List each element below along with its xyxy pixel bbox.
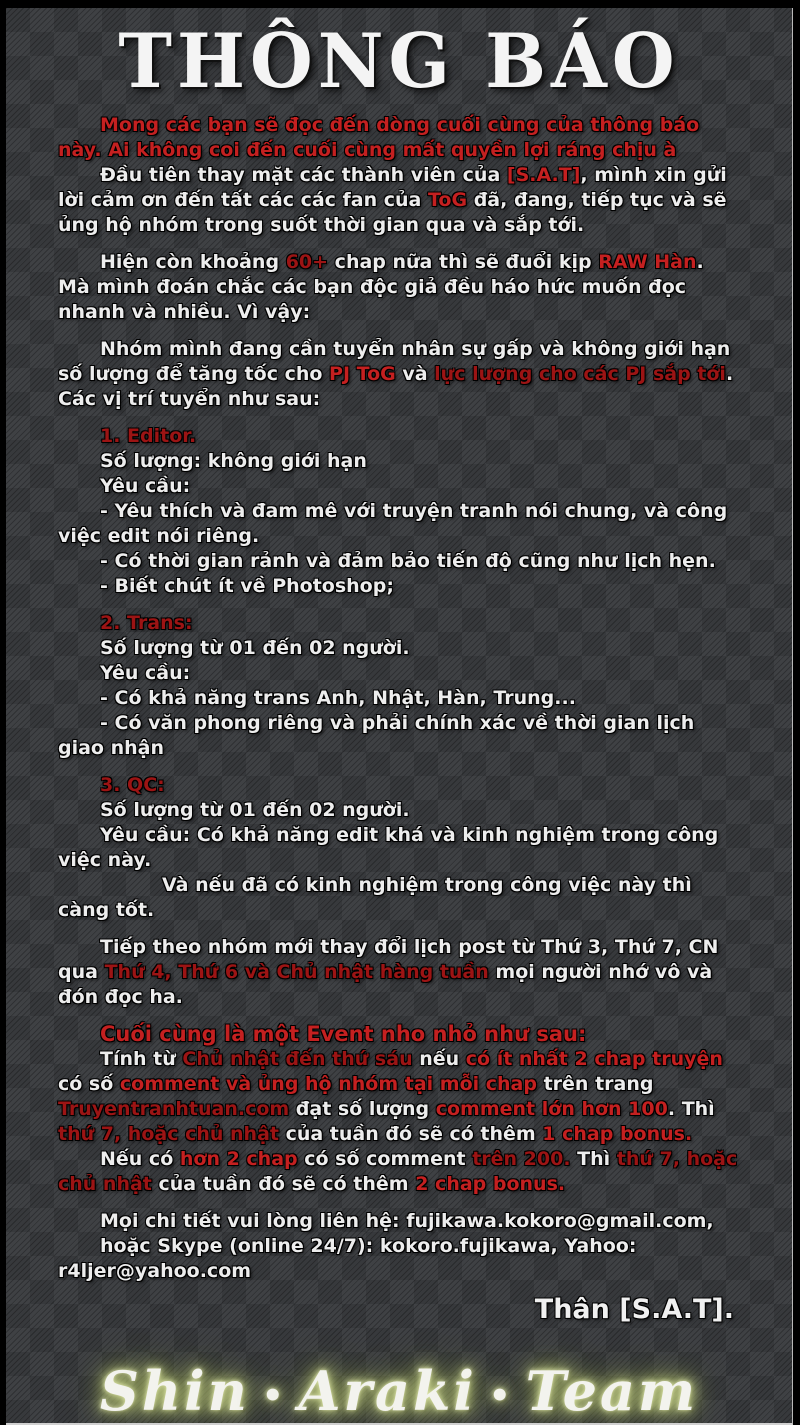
editor-section-heading: 1. Editor.	[100, 425, 197, 447]
contact-line-1: Mọi chi tiết vui lòng liên hệ: fujikawa.kokoro@gmail.com,	[100, 1210, 714, 1232]
announcement-page	[6, 8, 793, 1425]
announcement-body	[6, 109, 792, 1284]
intro-note: Mong các bạn sẽ đọc đến dòng cuối cùng của thông báo này. Ai không coi đến cuối cùng mất quyền lợi ráng chịu à	[58, 114, 700, 161]
logo-separator-dot: •	[488, 1375, 514, 1416]
trans-requirements-label: Yêu cầu:	[100, 662, 191, 684]
trans-requirement-1: - Có khả năng trans Anh, Nhật, Hàn, Trung...	[100, 687, 576, 709]
trans-quantity: Số lượng từ 01 đến 02 người.	[100, 637, 410, 659]
editor-requirement-3: - Biết chút ít về Photoshop;	[100, 575, 394, 597]
qc-quantity: Số lượng từ 01 đến 02 người.	[100, 799, 410, 821]
signature: Thân [S.A.T].	[534, 1294, 734, 1325]
qc-requirement-2: Và nếu đã có kinh nghiệm trong công việc này thì càng tốt.	[58, 874, 692, 921]
trans-requirement-2: - Có văn phong riêng và phải chính xác về thời gian lịch giao nhận	[58, 712, 695, 759]
team-logo	[6, 1359, 792, 1423]
logo-word-shin: Shin	[99, 1359, 250, 1423]
logo-word-team: Team	[525, 1359, 699, 1423]
trans-section-heading: 2. Trans:	[100, 612, 193, 634]
event-rule-1: Tính từ Chủ nhật đến thứ sáu nếu có ít nhất 2 chap truyện có số comment và ủng hộ nhóm tại mỗi chap trên trang Truyentranhtuan.com đạt số lượng comment lớn hơn 100. Thì thứ 7, hoặc chủ nhật của tuần đó sẽ có thêm 1 chap bonus.	[58, 1048, 723, 1145]
qc-requirement-1: Yêu cầu: Có khả năng edit khá và kinh nghiệm trong công việc này.	[58, 824, 719, 871]
event-rule-2: Nếu có hơn 2 chap có số comment trên 200. Thì thứ 7, hoặc chủ nhật của tuần đó sẽ có thêm 2 chap bonus.	[58, 1148, 738, 1195]
progress-paragraph: Hiện còn khoảng 60+ chap nữa thì sẽ đuổi kịp RAW Hàn. Mà mình đoán chắc các bạn độc giả đều háo hức muốn đọc nhanh và nhiều. Vì vậy:	[58, 251, 704, 323]
logo-separator-dot: •	[261, 1375, 287, 1416]
qc-section-heading: 3. QC:	[100, 774, 165, 796]
editor-requirement-1: - Yêu thích và đam mê với truyện tranh nói chung, và công việc edit nói riêng.	[58, 500, 728, 547]
page-title: THÔNG BÁO	[118, 16, 680, 105]
thanks-paragraph: Đầu tiên thay mặt các thành viên của [S.A.T], mình xin gửi lời cảm ơn đến tất các các fan của ToG đã, đang, tiếp tục và sẽ ủng hộ nhóm trong suốt thời gian qua và sắp tới.	[58, 164, 727, 236]
logo-word-araki: Araki	[298, 1359, 477, 1423]
editor-requirement-2: - Có thời gian rảnh và đảm bảo tiến độ cũng như lịch hẹn.	[100, 550, 716, 572]
recruitment-paragraph: Nhóm mình đang cần tuyển nhân sự gấp và không giới hạn số lượng để tăng tốc cho PJ ToG và lực lượng cho các PJ sắp tới. Các vị trí tuyển như sau:	[58, 338, 734, 410]
event-heading: Cuối cùng là một Event nho nhỏ như sau:	[100, 1022, 587, 1046]
editor-quantity: Số lượng: không giới hạn	[100, 450, 367, 472]
editor-requirements-label: Yêu cầu:	[100, 475, 191, 497]
schedule-paragraph: Tiếp theo nhóm mới thay đổi lịch post từ Thứ 3, Thứ 7, CN qua Thứ 4, Thứ 6 và Chủ nhật hàng tuần mọi người nhớ vô và đón đọc ha.	[58, 936, 719, 1008]
contact-line-2: hoặc Skype (online 24/7): kokoro.fujikawa, Yahoo: r4ljer@yahoo.com	[58, 1235, 637, 1282]
